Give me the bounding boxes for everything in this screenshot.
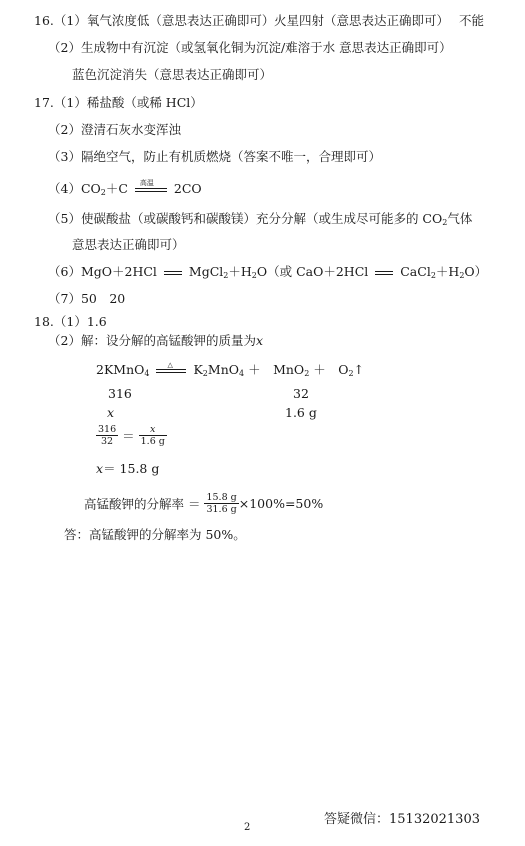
subscript-2: 2	[304, 369, 310, 378]
mass-1-6g: 1.6 g	[285, 405, 317, 420]
fraction-numerator: 316	[98, 424, 117, 435]
subscript-2: 2	[459, 271, 465, 280]
subscript-2: 2	[223, 271, 229, 280]
fraction-denominator: 32	[101, 436, 114, 447]
fraction-denominator: 1.6 g	[140, 436, 165, 447]
q17-line6-mgcl: MgCl	[188, 264, 224, 279]
equation-product1: K	[193, 362, 203, 377]
subscript-2: 2	[348, 369, 354, 378]
rate-label: 高锰酸钾的分解率 ＝	[84, 496, 201, 512]
q17-line5-text: （5）使碳酸盐（或碳酸钙和碳酸镁）充分分解（或生成尽可能多的 CO	[48, 211, 443, 226]
fraction-denominator: 31.6 g	[206, 504, 237, 515]
mass-x: x	[107, 405, 115, 420]
q17-line6-plus-h: ＋H	[228, 264, 252, 279]
reaction-arrow	[135, 178, 167, 194]
q16-line1: 16.（1）氧气浓度低（意思表达正确即可）	[34, 13, 275, 28]
q18-equation	[96, 362, 364, 382]
q17-line5b: 意思表达正确即可）	[72, 237, 185, 252]
variable-x: x	[96, 461, 104, 476]
subscript-2: 2	[202, 369, 208, 378]
q17-line4-plus-c: ＋C	[105, 181, 128, 196]
q17-line6-cacl: CaCl	[400, 264, 431, 279]
equals-bar	[375, 269, 393, 277]
equals-sign: ＝	[122, 428, 135, 444]
subscript-2: 2	[100, 188, 106, 197]
q17-line6-plus-h2: ＋H	[435, 264, 460, 279]
fraction-numerator: x	[139, 424, 167, 436]
q17-line5	[48, 211, 472, 231]
q17-line6-end: O）	[464, 264, 488, 279]
q17-line1: 17.（1）稀盐酸（或稀 HCl）	[34, 95, 203, 110]
equation-product1-b: MnO	[207, 362, 239, 377]
subscript-2: 2	[251, 271, 257, 280]
q17-line4-reactant: （4）CO	[48, 181, 101, 196]
proportion	[96, 424, 167, 447]
gas-arrow: ↑	[353, 362, 365, 377]
page-number: 2	[244, 822, 251, 833]
q16-line3: 蓝色沉淀消失（意思表达正确即可）	[72, 67, 273, 82]
rate-tail: ×100%=50%	[238, 496, 324, 511]
q17-line5-end: 气体	[447, 211, 473, 226]
reaction-condition: 高温	[139, 178, 154, 187]
equation-product3: ＋ O	[313, 362, 349, 377]
equals-bar	[164, 269, 182, 277]
q16-line1-c: 不能	[459, 13, 485, 28]
q17-line6	[48, 264, 487, 284]
q17-line4	[48, 178, 202, 201]
q16-line2: （2）生成物中有沉淀（或氢氧化铜为沉淀/难溶于水 意思表达正确即可）	[48, 40, 452, 55]
subscript-4: 4	[144, 369, 150, 378]
q17-line2: （2）澄清石灰水变浑浊	[48, 122, 181, 137]
molar-mass-316: 316	[108, 386, 132, 401]
fraction-316-32	[96, 424, 118, 447]
result-line	[96, 461, 159, 477]
subscript-2: 2	[442, 218, 448, 227]
rate-line	[84, 492, 323, 515]
heat-condition: △	[167, 360, 173, 369]
q17-line7: （7）50 20	[48, 291, 126, 306]
fraction-x-1-6g	[139, 424, 167, 447]
result-value: ＝ 15.8 g	[103, 461, 160, 476]
subscript-2: 2	[430, 271, 436, 280]
q18-line2	[48, 333, 263, 349]
q16-line1-b: 火星四射（意思表达正确即可）	[274, 13, 450, 28]
fraction-numerator: 15.8 g	[206, 492, 237, 503]
q17-line6-reactants: （6）MgO＋2HCl	[48, 264, 157, 279]
fraction-rate	[204, 492, 238, 515]
q17-line3: （3）隔绝空气，防止有机质燃烧（答案不唯一，合理即可）	[48, 149, 381, 164]
reaction-arrow	[156, 360, 186, 375]
q17-line6-alt: O（或 CaO＋2HCl	[256, 264, 369, 279]
q17-line4-product: 2CO	[173, 181, 202, 196]
variable-x: x	[255, 333, 264, 348]
molar-mass-32: 32	[293, 386, 309, 401]
subscript-4: 4	[239, 369, 245, 378]
contact-info: 答疑微信：15132021303	[324, 812, 480, 827]
equation-reactant: 2KMnO	[96, 362, 145, 377]
q18-line2-text: （2）解：设分解的高锰酸钾的质量为	[48, 333, 256, 348]
q18-line1: 18.（1）1.6	[34, 314, 107, 329]
equation-product2: ＋ MnO	[248, 362, 305, 377]
final-answer: 答：高锰酸钾的分解率为 50%。	[64, 527, 246, 542]
